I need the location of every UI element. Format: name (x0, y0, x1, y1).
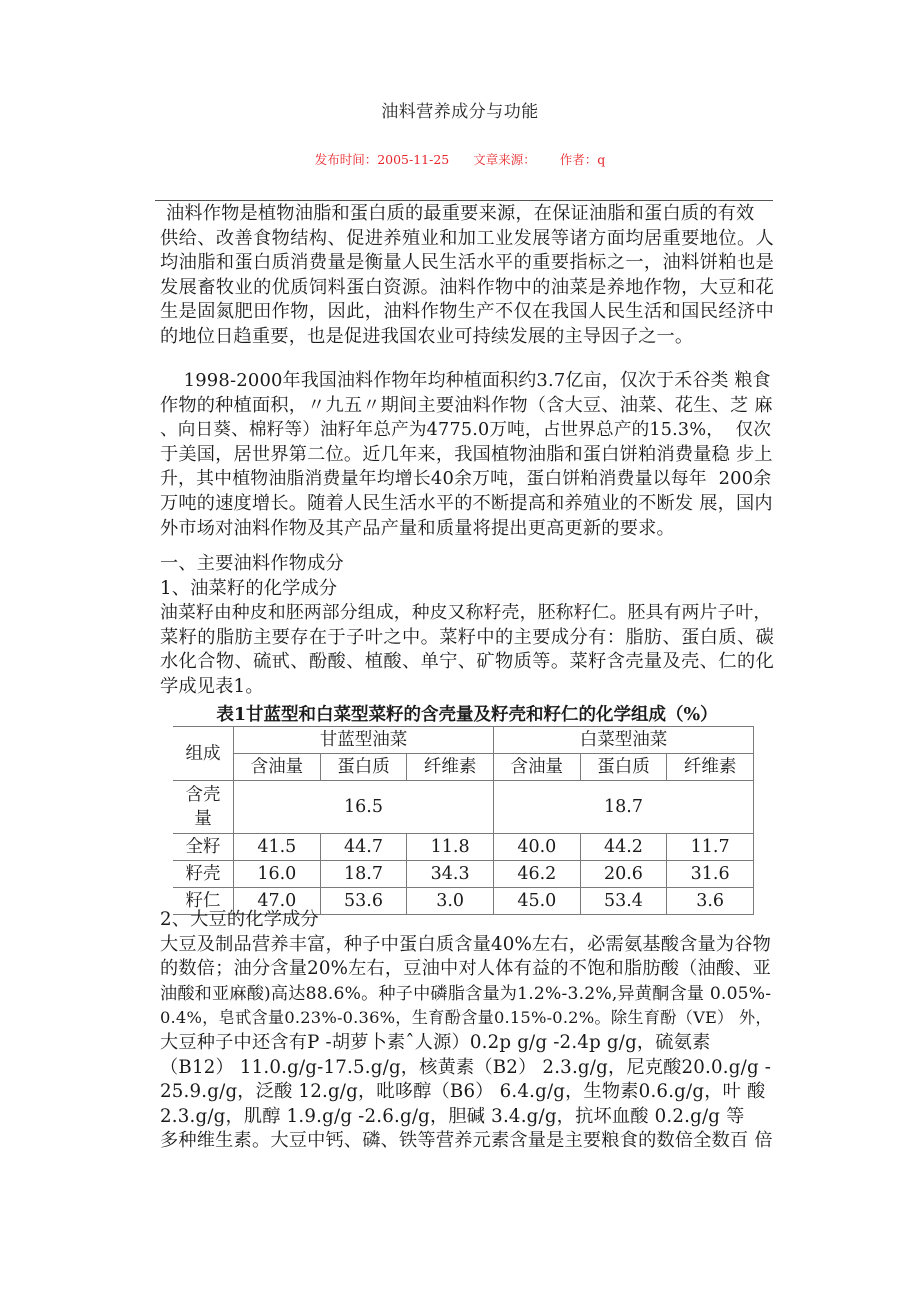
row-label-line: 含壳 (185, 785, 221, 805)
column-header: 纤维素 (407, 754, 494, 781)
text-line: 油料作物是植物油脂和蛋白质的最重要来源，在保证油脂和蛋白质的有效 (160, 203, 755, 224)
table-cell: 44.2 (580, 834, 667, 861)
composition-table (173, 726, 754, 915)
text-line: 均油脂和蛋白质消费量是衡量人民生活水平的重要指标之一，油料饼粕也是 (160, 252, 774, 274)
text-line: 学成见表1。 (160, 675, 264, 697)
paragraph-intro (160, 202, 774, 350)
text-line: 油菜籽由种皮和胚两部分组成，种皮又称籽壳，胚称籽仁。胚具有两片子叶， (160, 602, 772, 624)
table-cell: 45.0 (493, 888, 580, 915)
row-label: 全籽 (173, 834, 234, 861)
article-title: 油料营养成分与功能 (381, 102, 539, 122)
text-line: 、向日葵、棉籽等）油籽年总产为4775.0万吨，占世界总产的15.3%， 仅次 (160, 420, 772, 441)
table-cell: 46.2 (493, 861, 580, 888)
text-line: 多种维生素。大豆中钙、磷、铁等营养元素含量是主要粮食的数倍全数百 倍 (160, 1130, 773, 1152)
table-cell: 18.7 (320, 861, 407, 888)
column-header: 蛋白质 (320, 754, 407, 781)
table-cell: 47.0 (234, 888, 321, 915)
table-cell: 3.0 (407, 888, 494, 915)
section-1 (160, 552, 774, 700)
text-line: 2.3.g/g，肌醇 1.9.g/g -2.6.g/g，胆碱 3.4.g/g，抗坏血酸 0.2.g/g 等 (160, 1105, 745, 1127)
table-cell: 20.6 (580, 861, 667, 888)
text-line: 大豆及制品营养丰富，种子中蛋白质含量40%左右，必需氨基酸含量为谷物 (160, 933, 772, 955)
text-line: 发展畜牧业的优质饲料蛋白资源。油料作物中的油菜是养地作物，大豆和花 (160, 276, 774, 298)
text-line: 菜籽的脂肪主要存在于子叶之中。菜籽中的主要成分有：脂肪、蛋白质、碳 (160, 626, 774, 648)
table-header-row (173, 727, 754, 754)
table-cell: 16.5 (234, 781, 494, 834)
text-line: 1998-2000年我国油料作物年均种植面积约3.7亿亩，仅次于禾谷类 粮食 (160, 370, 771, 391)
text-line: 25.9.g/g，泛酸 12.g/g，吡哆醇（B6） 6.4.g/g，生物素0.6.g/g，叶 酸 (160, 1081, 766, 1103)
table-cell: 34.3 (407, 861, 494, 888)
table-row (173, 861, 754, 888)
header-divider (155, 200, 773, 201)
text-line: 供给、改善食物结构、促进养殖业和加工业发展等诸方面均居重要地位。人 (160, 227, 774, 249)
row-label: 籽壳 (173, 861, 234, 888)
row-label (173, 781, 234, 834)
text-line: 的数倍；油分含量20%左右，豆油中对人体有益的不饱和脂肪酸（油酸、亚 (160, 958, 772, 980)
table-row (173, 781, 754, 834)
text-line: 生是固氮肥田作物，因此，油料作物生产不仅在我国人民生活和国民经济中 (160, 301, 774, 323)
row-label-line: 量 (194, 809, 212, 829)
text-line: 水化合物、硫甙、酚酸、植酸、单宁、矿物质等。菜籽含壳量及壳、仁的化 (160, 651, 774, 673)
group-header: 白菜型油菜 (493, 727, 753, 754)
table-cell: 53.4 (580, 888, 667, 915)
group-header: 甘蓝型油菜 (234, 727, 494, 754)
table-cell: 11.7 (667, 834, 754, 861)
column-header: 蛋白质 (580, 754, 667, 781)
table-cell: 44.7 (320, 834, 407, 861)
section-2 (160, 908, 774, 1154)
article-meta (0, 150, 920, 168)
text-line: 于美国，居世界第二位。近几年来，我国植物油脂和蛋白饼粕消费量稳 步上 (160, 443, 773, 465)
column-header: 含油量 (234, 754, 321, 781)
row-header-label: 组成 (173, 727, 234, 781)
text-line: （B12） 11.0.g/g-17.5.g/g，核黄素（B2） 2.3.g/g，尼克酸20.0.g/g - (160, 1056, 772, 1078)
text-line: 作物的种植面积，〃九五〃期间主要油料作物（含大豆、油菜、花生、芝 麻 (160, 394, 773, 416)
table-cell: 53.6 (320, 888, 407, 915)
article-source: 文章来源： (473, 152, 536, 167)
table-cell: 16.0 (234, 861, 321, 888)
table-cell: 3.6 (667, 888, 754, 915)
table-cell: 41.5 (234, 834, 321, 861)
table-cell: 11.8 (407, 834, 494, 861)
text-line: 0.4%，皂甙含量0.23%-0.36%，生育酚含量0.15%-0.2%。除生育酚（VE） 外， (160, 1008, 772, 1028)
article-author: 作者：q (559, 152, 606, 167)
section-heading: 一、主要油料作物成分 (160, 553, 344, 574)
table-cell: 18.7 (493, 781, 753, 834)
text-line: 外市场对油料作物及其产品产量和质量将提出更高更新的要求。 (160, 517, 675, 539)
text-line: 大豆种子中还含有P -胡萝卜素ˆ人源）0.2p g/g -2.4p g/g，硫氨素 (160, 1031, 711, 1053)
column-header: 纤维素 (667, 754, 754, 781)
subsection-heading: 1、油菜籽的化学成分 (160, 577, 338, 599)
table-cell: 40.0 (493, 834, 580, 861)
table-cell: 31.6 (667, 861, 754, 888)
table-row (173, 834, 754, 861)
text-line: 油酸和亚麻酸)高达88.6%。种子中磷脂含量为1.2%-3.2%,异黄酮含量 0.05%- (160, 983, 772, 1004)
text-line: 升，其中植物油脂消费量年均增长40余万吨，蛋白饼粕消费量以每年 200余 (160, 468, 772, 490)
subsection-heading: 2、大豆的化学成分 (160, 909, 319, 930)
text-line: 的地位日趋重要，也是促进我国农业可持续发展的主导因子之一。 (160, 325, 694, 347)
column-header: 含油量 (493, 754, 580, 781)
row-label: 籽仁 (173, 888, 234, 915)
table-caption: 表1甘蓝型和白菜型菜籽的含壳量及籽壳和籽仁的化学组成（%） (216, 705, 718, 725)
table-subheader-row (173, 754, 754, 781)
text-line: 万吨的速度增长。随着人民生活水平的不断提高和养殖业的不断发 展，国内 (160, 492, 773, 514)
paragraph-stats (160, 369, 774, 541)
publish-time: 发布时间：2005-11-25 (314, 152, 450, 167)
